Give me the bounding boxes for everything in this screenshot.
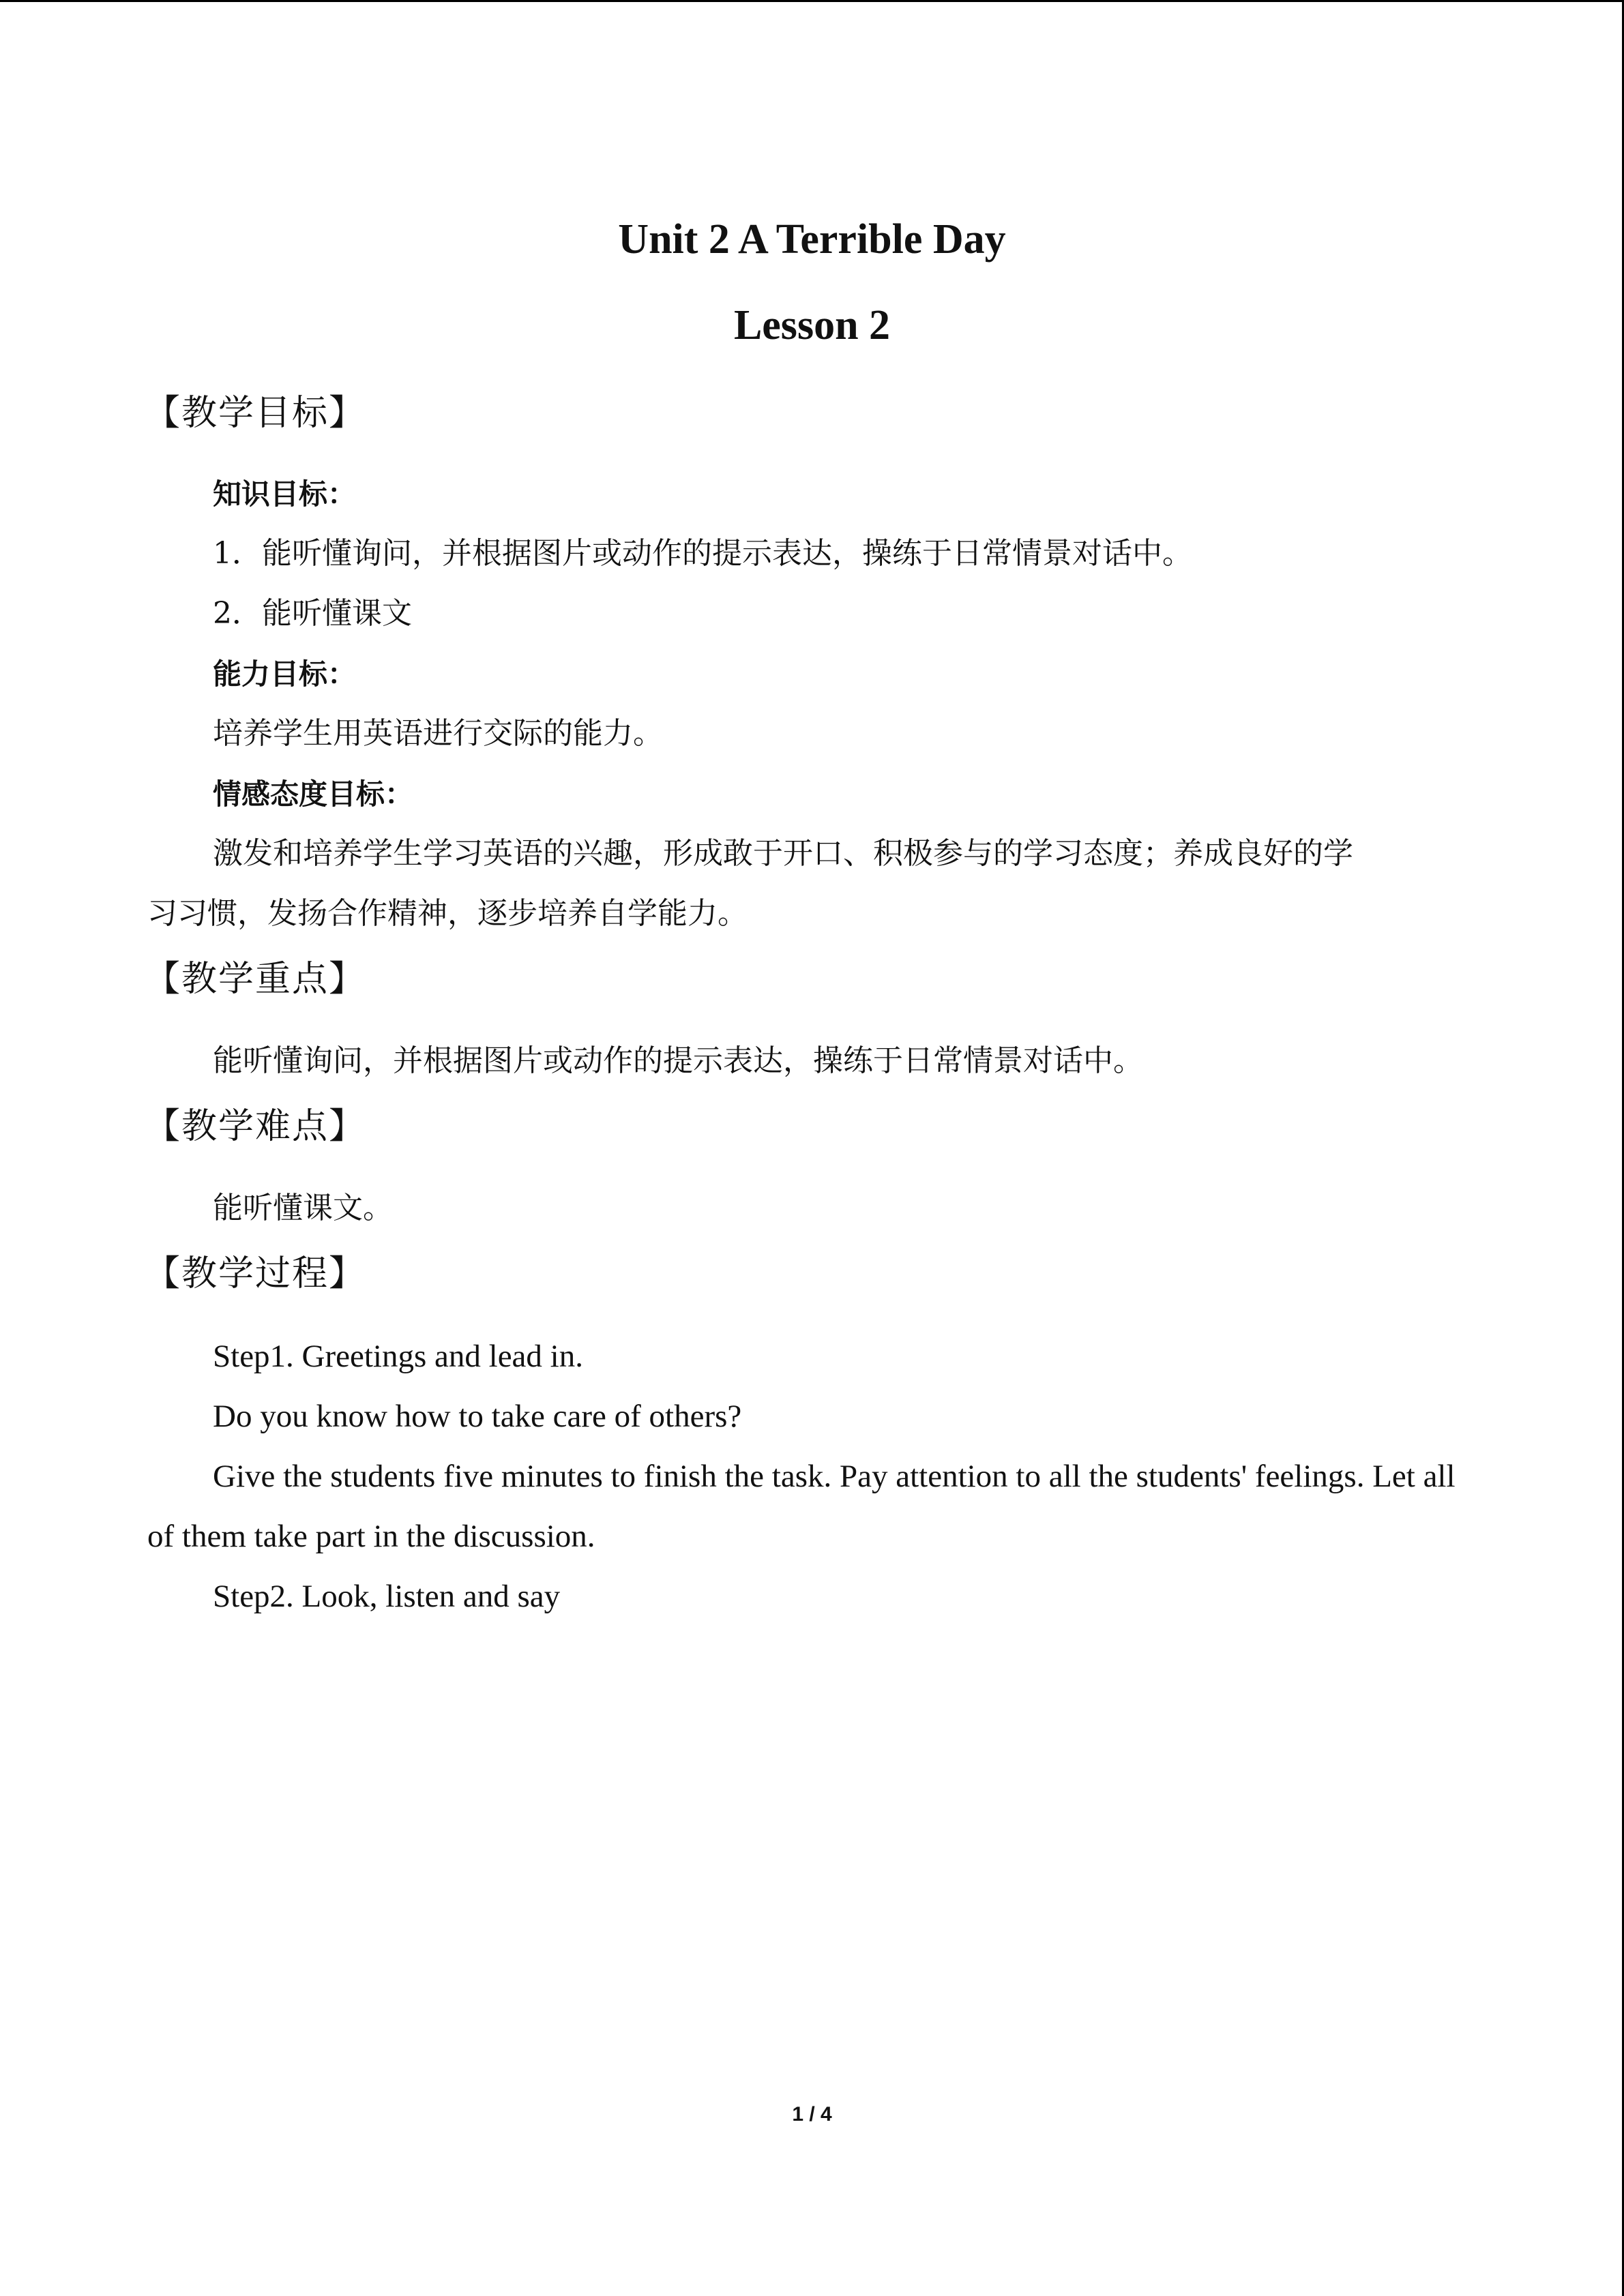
- section-heading-key-points: 【教学重点】: [145, 959, 366, 1000]
- knowledge-objectives-label: 知识目标：: [213, 477, 357, 511]
- knowledge-objective-1: 1．能听懂询问，并根据图片或动作的提示表达，操练于日常情景对话中。: [213, 536, 1192, 571]
- section-heading-difficulties: 【教学难点】: [145, 1106, 366, 1147]
- ability-objectives-label: 能力目标：: [213, 657, 357, 691]
- key-points-text: 能听懂询问，并根据图片或动作的提示表达，操练于日常情景对话中。: [213, 1043, 1143, 1078]
- ability-objective-text: 培养学生用英语进行交际的能力。: [213, 716, 663, 751]
- document-subtitle: Lesson 2: [733, 302, 891, 348]
- page-top-border: [0, 0, 1624, 2]
- section-heading-objectives: 【教学目标】: [145, 393, 366, 434]
- emotion-objective-text-line-2: 习习惯，发扬合作精神，逐步培养自学能力。: [147, 896, 748, 931]
- emotion-objective-text-line-1: 激发和培养学生学习英语的兴趣，形成敢于开口、积极参与的学习态度；养成良好的学: [213, 836, 1353, 871]
- process-question: Do you know how to take care of others?: [213, 1399, 742, 1434]
- section-heading-process: 【教学过程】: [145, 1253, 366, 1294]
- document-title: Unit 2 A Terrible Day: [618, 216, 1006, 263]
- knowledge-objective-2: 2．能听懂课文: [213, 596, 412, 631]
- process-step1: Step1. Greetings and lead in.: [213, 1339, 583, 1374]
- process-step2: Step2. Look, listen and say: [213, 1579, 561, 1614]
- process-instruction-line-1: Give the students five minutes to finish the task. Pay attention to all the students' feelings. Let all: [213, 1459, 1456, 1494]
- emotion-objectives-label: 情感态度目标：: [213, 777, 414, 811]
- page-number: 1 / 4: [792, 2103, 832, 2126]
- process-instruction-line-2: of them take part in the discussion.: [147, 1519, 595, 1554]
- difficulties-text: 能听懂课文。: [213, 1191, 393, 1225]
